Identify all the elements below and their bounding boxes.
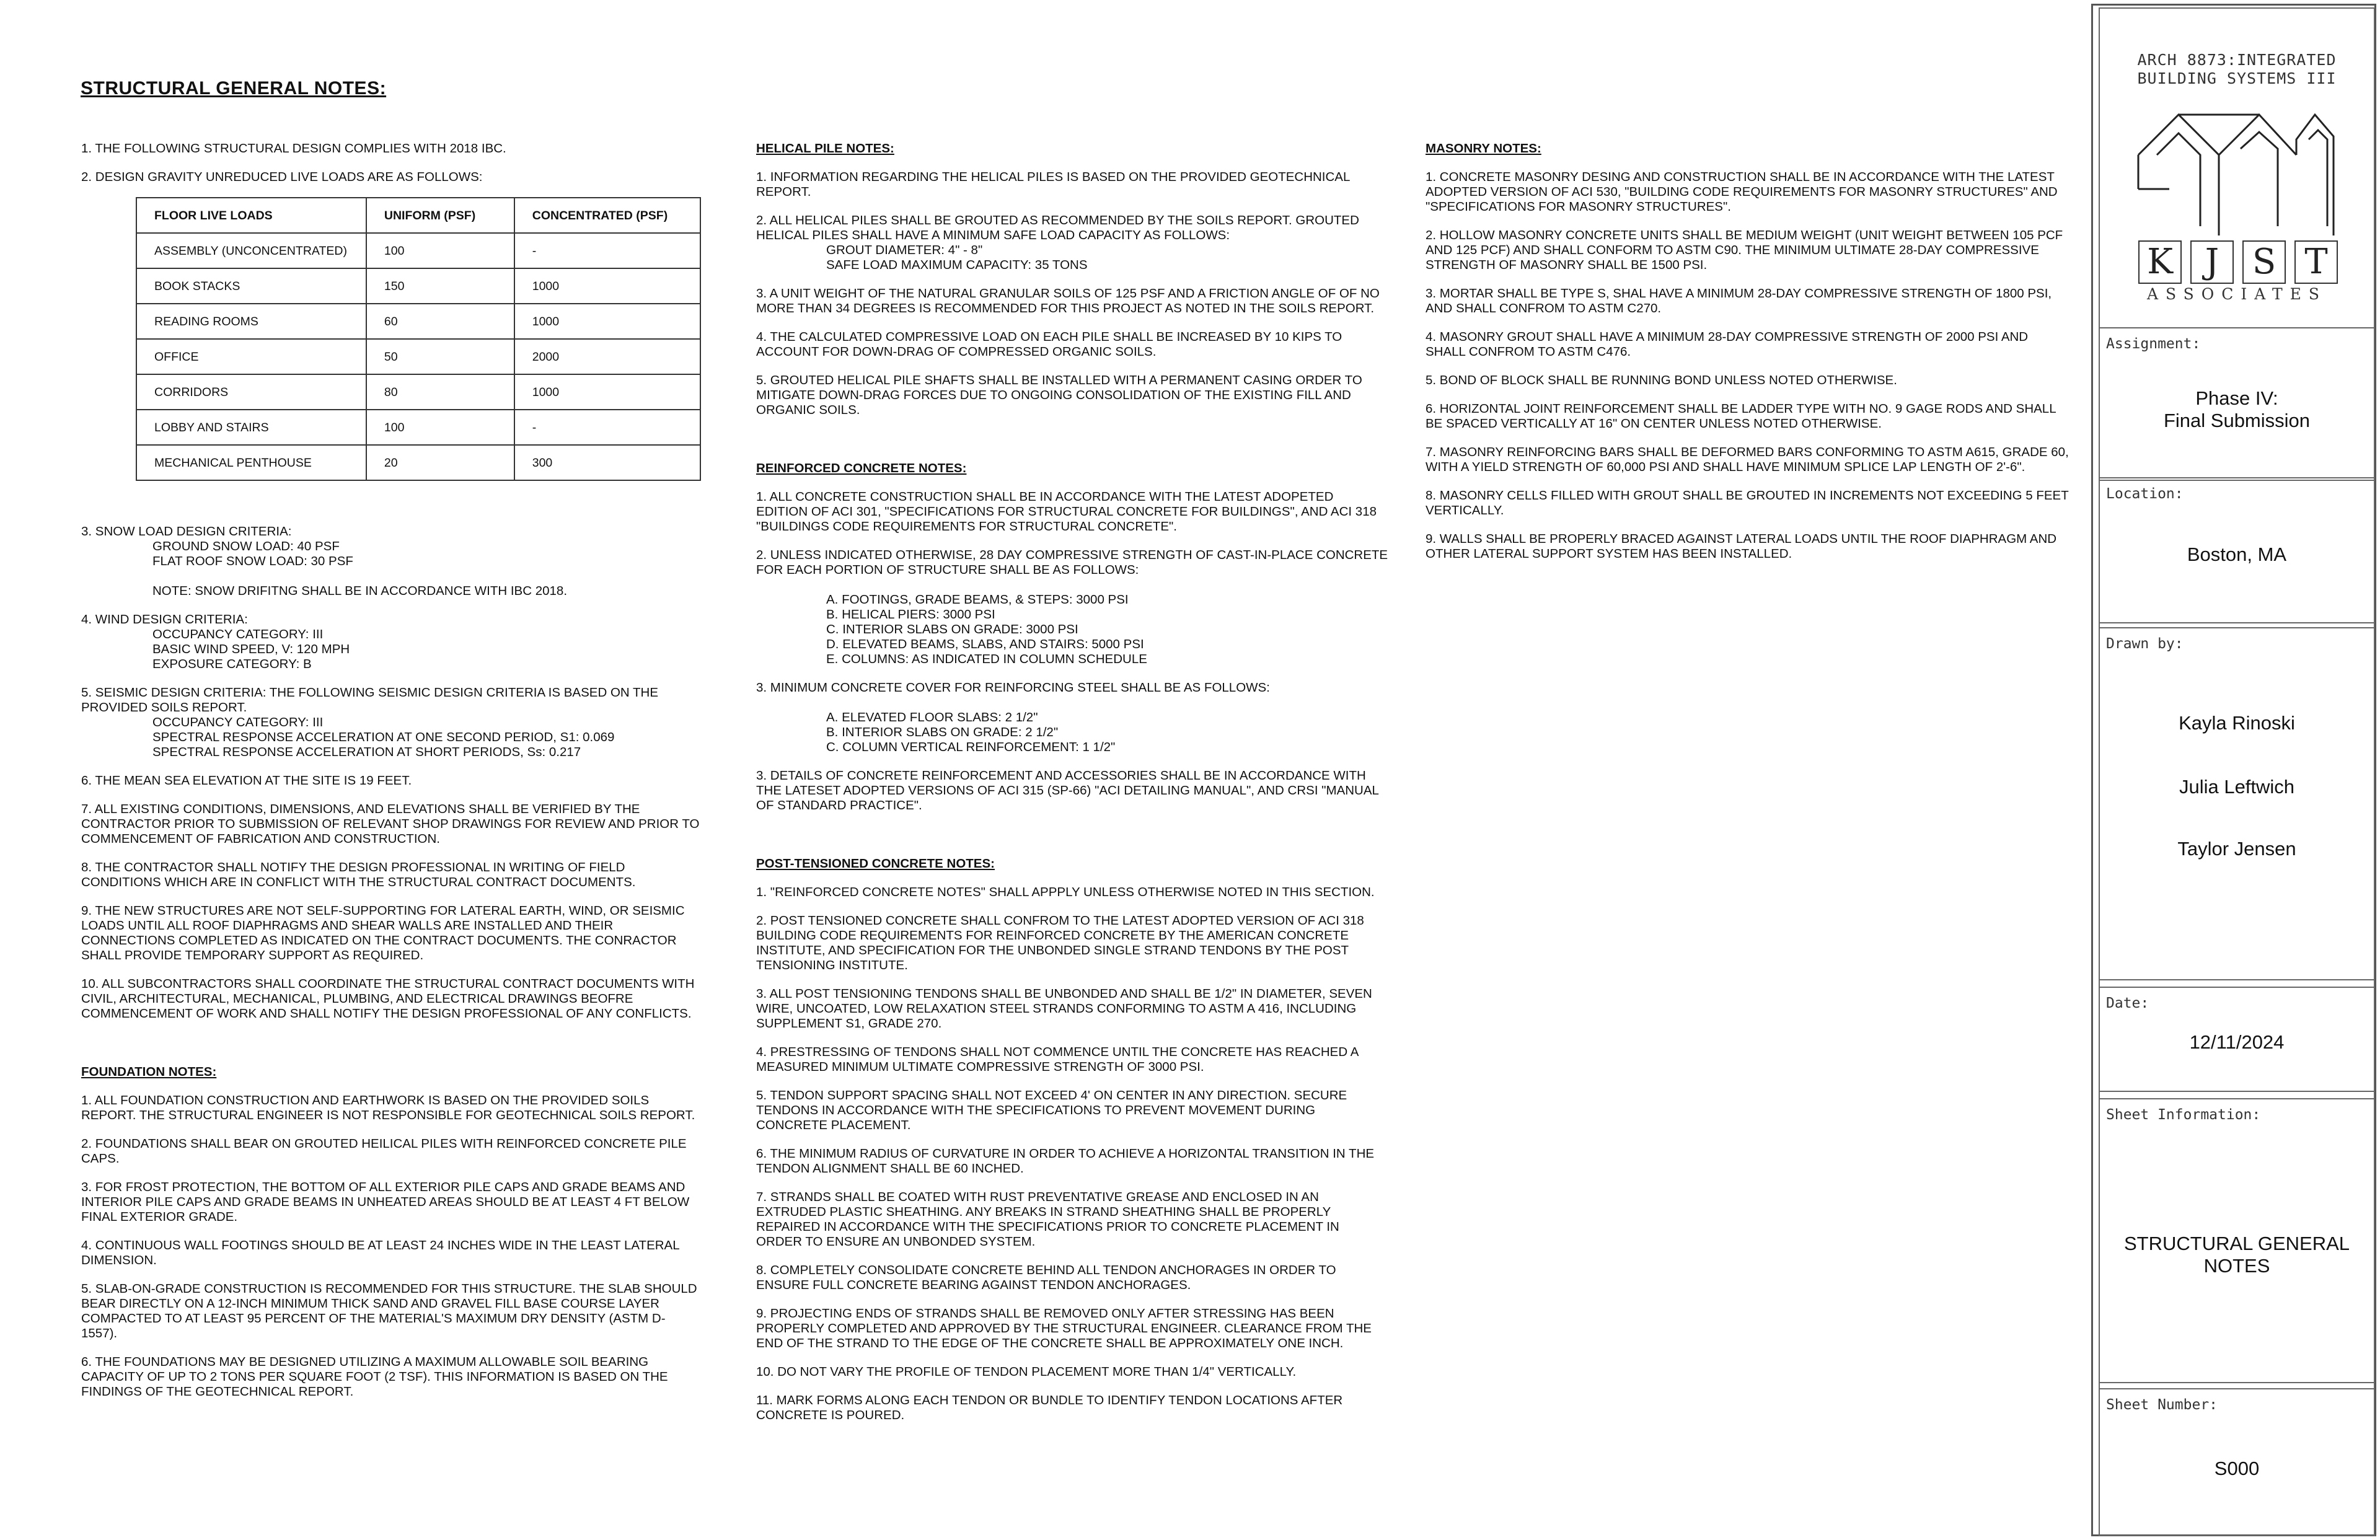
note-text: 2. ALL HELICAL PILES SHALL BE GROUTED AS RECOMMENDED BY THE SOILS REPORT. GROUTED HELICAL PILES SHALL HAVE A MINIMUM SAFE LOAD CAPACITY AS FOLLOWS: <box>756 213 1359 242</box>
pt-note: 11. MARK FORMS ALONG EACH TENDON OR BUNDLE TO IDENTIFY TENDON LOCATIONS AFTER CONCRETE IS POURED. <box>756 1393 1343 1422</box>
note-text: GROUT DIAMETER: 4" - 8" <box>826 243 983 257</box>
sheet-number-label: Sheet Number: <box>2106 1397 2218 1413</box>
table-cell: READING ROOMS <box>136 304 366 339</box>
assignment-cell <box>2099 327 2375 481</box>
live-loads-table <box>136 197 701 481</box>
helical-note-4: 4. THE CALCULATED COMPRESSIVE LOAD ON EACH PILE SHALL BE INCREASED BY 10 KIPS TO ACCOUNT FOR DOWN-DRAG OF COMPRESSED ORGANIC SOILS. <box>756 330 1342 359</box>
list-item: A. ELEVATED FLOOR SLABS: 2 1/2" <box>826 710 1038 724</box>
list-item: D. ELEVATED BEAMS, SLABS, AND STAIRS: 5000 PSI <box>826 637 1144 651</box>
pt-note: 9. PROJECTING ENDS OF STRANDS SHALL BE REMOVED ONLY AFTER STRESSING HAS BEEN PROPERLY COMPLETED AND APPROVED BY THE STRUCTURAL ENGINEER. CLEARANCE FROM THE END OF THE STRAND TO THE EDGE OF THE CONCRETE SHALL BE APPROXIMATELY ONE INCH. <box>756 1306 1372 1350</box>
note-text: GROUND SNOW LOAD: 40 PSF <box>152 539 340 553</box>
wind-design-note <box>81 612 701 672</box>
table-row <box>136 268 700 304</box>
table-cell: MECHANICAL PENTHOUSE <box>136 445 366 480</box>
drawn-by-name: Kayla Rinoski <box>2179 712 2295 734</box>
note-text: BASIC WIND SPEED, V: 120 MPH <box>152 642 350 656</box>
masonry-note: 4. MASONRY GROUT SHALL HAVE A MINIMUM 28-DAY COMPRESSIVE STRENGTH OF 2000 PSI AND SHALL CONFROM TO ASTM C476. <box>1426 330 2029 359</box>
masonry-note: 2. HOLLOW MASONRY CONCRETE UNITS SHALL BE MEDIUM WEIGHT (UNIT WEIGHT BETWEEN 105 PCF AND 125 PCF) AND SHALL CONFORM TO ASTM C90. THE MINIMUM ULTIMATE 28-DAY COMPRESSIVE STRENGTH OF MASONRY SHALL BE 1500 PSI. <box>1426 228 2063 272</box>
pt-note: 3. ALL POST TENSIONING TENDONS SHALL BE UNBONDED AND SHALL BE 1/2" IN DIAMETER, SEVEN WIRE, UNCOATED, LOW RELAXATION STEEL STRANDS CONFORMING TO ASTM A 416, INCLUDING SUPPLEMENT S1, GRADE 270. <box>756 987 1372 1031</box>
pt-note: 10. DO NOT VARY THE PROFILE OF TENDON PLACEMENT MORE THAN 1/4" VERTICALLY. <box>756 1365 1297 1379</box>
list-item: B. HELICAL PIERS: 3000 PSI <box>826 607 995 622</box>
masonry-notes-column <box>1426 141 2070 575</box>
table-header: CONCENTRATED (PSF) <box>514 198 700 233</box>
table-header: UNIFORM (PSF) <box>366 198 514 233</box>
table-row <box>136 304 700 339</box>
table-row <box>136 339 700 374</box>
table-header: FLOOR LIVE LOADS <box>136 198 366 233</box>
location-cell <box>2099 477 2375 623</box>
date-value: 12/11/2024 <box>2189 1031 2285 1053</box>
note-text: EXPOSURE CATEGORY: B <box>152 657 312 671</box>
masonry-note: 8. MASONRY CELLS FILLED WITH GROUT SHALL BE GROUTED IN INCREMENTS NOT EXCEEDING 5 FEET VERTICALLY. <box>1426 488 2069 517</box>
note-text: SPECTRAL RESPONSE ACCELERATION AT SHORT PERIODS, Ss: 0.217 <box>152 745 581 759</box>
table-cell: 1000 <box>514 304 700 339</box>
pt-note: 8. COMPLETELY CONSOLIDATE CONCRETE BEHIND ALL TENDON ANCHORAGES IN ORDER TO ENSURE FULL CONCRETE BEARING AGAINST TENDON ANCHORAGES. <box>756 1263 1336 1292</box>
general-note-2: 2. DESIGN GRAVITY UNREDUCED LIVE LOADS ARE AS FOLLOWS: <box>81 170 483 184</box>
masonry-note: 7. MASONRY REINFORCING BARS SHALL BE DEFORMED BARS CONFORMING TO ASTM A615, GRADE 60, WITH A YIELD STRENGTH OF 60,000 PSI AND SHALL HAVE MINIMUM SPLICE LAP LENGTH OF 2'-6". <box>1426 445 2069 474</box>
table-cell: - <box>514 233 700 268</box>
sheet-information-value <box>2099 1233 2375 1277</box>
course-line: BUILDING SYSTEMS III <box>2137 69 2337 87</box>
foundation-note: 6. THE FOUNDATIONS MAY BE DESIGNED UTILIZING A MAXIMUM ALLOWABLE SOIL BEARING CAPACITY OF UP TO 2 TONS PER SQUARE FOOT (2 TSF). THIS INFORMATION IS BASED ON THE FINDINGS OF THE GEOTECHNICAL REPORT. <box>81 1355 668 1399</box>
foundation-note: 1. ALL FOUNDATION CONSTRUCTION AND EARTHWORK IS BASED ON THE PROVIDED SOILS REPORT. THE STRUCTURAL ENGINEER IS NOT RESPONSIBLE FOR GEOTECHNICAL SOILS REPORT. <box>81 1093 695 1122</box>
table-cell: BOOK STACKS <box>136 268 366 304</box>
assignment-value <box>2099 387 2375 432</box>
table-cell: 1000 <box>514 374 700 410</box>
table-cell: LOBBY AND STAIRS <box>136 410 366 445</box>
list-item: C. COLUMN VERTICAL REINFORCEMENT: 1 1/2" <box>826 740 1116 754</box>
list-item: E. COLUMNS: AS INDICATED IN COLUMN SCHEDULE <box>826 652 1147 666</box>
note-text: OCCUPANCY CATEGORY: III <box>152 627 324 641</box>
logo-letter: J <box>2190 240 2234 284</box>
sheet-number-cell <box>2099 1388 2375 1536</box>
note-text: FLAT ROOF SNOW LOAD: 30 PSF <box>152 554 353 568</box>
general-note-8: 8. THE CONTRACTOR SHALL NOTIFY THE DESIGN PROFESSIONAL IN WRITING OF FIELD CONDITIONS WHICH ARE IN CONFLICT WITH THE STRUCTURAL CONTRACT DOCUMENTS. <box>81 860 636 889</box>
pt-note: 2. POST TENSIONED CONCRETE SHALL CONFROM TO THE LATEST ADOPTED VERSION OF ACI 318 BUILDING CODE REQUIREMENTS FOR REINFORCED CONCRETE BY THE AMERICAN CONCRETE INSTITUTE, AND SPECIFICATION FOR THE UNBONDED SINGLE STRAND TENDONS BY THE POST TENSIONING INSTITUTE. <box>756 913 1364 972</box>
masonry-notes-heading: MASONRY NOTES: <box>1426 141 1541 156</box>
table-cell: 2000 <box>514 339 700 374</box>
general-notes-column <box>81 141 701 1413</box>
pt-note: 4. PRESTRESSING OF TENDONS SHALL NOT COMMENCE UNTIL THE CONCRETE HAS REACHED A MEASURED MINIMUM ULTIMATE COMPRESSIVE STRENGTH OF 3000 PSI. <box>756 1045 1359 1074</box>
table-row <box>136 445 700 480</box>
masonry-note: 5. BOND OF BLOCK SHALL BE RUNNING BOND UNLESS NOTED OTHERWISE. <box>1426 373 1897 387</box>
concrete-notes-column <box>756 141 1388 1437</box>
masonry-note: 9. WALLS SHALL BE PROPERLY BRACED AGAINST LATERAL LOADS UNTIL THE ROOF DIAPHRAGM AND OTHER LATERAL SUPPORT SYSTEM HAS BEEN INSTALLED. <box>1426 532 2057 561</box>
helical-note-1: 1. INFORMATION REGARDING THE HELICAL PILES IS BASED ON THE PROVIDED GEOTECHNICAL REPORT. <box>756 170 1350 199</box>
reinforced-concrete-notes-heading: REINFORCED CONCRETE NOTES: <box>756 461 967 475</box>
course-line: ARCH 8873:INTEGRATED <box>2137 51 2337 69</box>
table-cell: - <box>514 410 700 445</box>
post-tensioned-notes-heading: POST-TENSIONED CONCRETE NOTES: <box>756 856 995 871</box>
logo-letter: K <box>2138 240 2182 284</box>
logo-subtitle: ASSOCIATES <box>2146 285 2327 303</box>
date-label: Date: <box>2106 995 2149 1011</box>
table-cell: 100 <box>366 233 514 268</box>
sheet-information-line: NOTES <box>2203 1255 2270 1277</box>
table-cell: 100 <box>366 410 514 445</box>
general-note-1: 1. THE FOLLOWING STRUCTURAL DESIGN COMPLIES WITH 2018 IBC. <box>81 141 506 156</box>
houses-logo-icon <box>2132 102 2337 239</box>
foundation-note: 4. CONTINUOUS WALL FOOTINGS SHOULD BE AT LEAST 24 INCHES WIDE IN THE LEAST LATERAL DIMENSION. <box>81 1238 679 1267</box>
assignment-line: Final Submission <box>2163 410 2311 431</box>
table-cell: 150 <box>366 268 514 304</box>
table-cell: 300 <box>514 445 700 480</box>
table-row <box>136 233 700 268</box>
assignment-label: Assignment: <box>2106 336 2201 352</box>
table-cell: 80 <box>366 374 514 410</box>
table-cell: 50 <box>366 339 514 374</box>
table-cell: 60 <box>366 304 514 339</box>
reinforced-note-3b: 3. DETAILS OF CONCRETE REINFORCEMENT AND ACCESSORIES SHALL BE IN ACCORDANCE WITH THE LATESET ADOPTED VERSIONS OF ACI 315 (SP-66) "ACI DETAILING MANUAL", AND CRSI "MANUAL OF STANDARD PRACTICE". <box>756 768 1379 812</box>
pt-note: 5. TENDON SUPPORT SPACING SHALL NOT EXCEED 4' ON CENTER IN ANY DIRECTION. SECURE TENDONS IN ACCORDANCE WITH THE SPECIFICATIONS TO PREVENT MOVEMENT DURING CONCRETE PLACEMENT. <box>756 1088 1347 1132</box>
helical-note-5: 5. GROUTED HELICAL PILE SHAFTS SHALL BE INSTALLED WITH A PERMANENT CASING ORDER TO MITIGATE DOWN-DRAG FORCES DUE TO ONGOING CONSOLIDATION OF THE EXISTING FILL AND ORGANIC SOILS. <box>756 373 1362 417</box>
sheet-number-value: S000 <box>2214 1458 2260 1479</box>
list-item: B. INTERIOR SLABS ON GRADE: 2 1/2" <box>826 725 1059 739</box>
note-text: OCCUPANCY CATEGORY: III <box>152 715 324 729</box>
list-item: A. FOOTINGS, GRADE BEAMS, & STEPS: 3000 PSI <box>826 592 1129 607</box>
foundation-note: 5. SLAB-ON-GRADE CONSTRUCTION IS RECOMMENDED FOR THIS STRUCTURE. THE SLAB SHOULD BEAR DIRECTLY ON A 12-INCH MINIMUM THICK SAND AND GRAVEL FILL BASE COURSE LAYER COMPACTED TO AT LEAST 95 PERCENT OF THE MATERIAL'S MAXIMUM DRY DENSITY (ASTM D-1557). <box>81 1282 697 1340</box>
helical-note-2 <box>756 213 1388 273</box>
assignment-line: Phase IV: <box>2195 387 2278 409</box>
note-text: SPECTRAL RESPONSE ACCELERATION AT ONE SECOND PERIOD, S1: 0.069 <box>152 730 615 744</box>
table-row <box>136 374 700 410</box>
foundation-notes-heading: FOUNDATION NOTES: <box>81 1065 217 1079</box>
pt-note: 7. STRANDS SHALL BE COATED WITH RUST PREVENTATIVE GREASE AND ENCLOSED IN AN EXTRUDED PLASTIC SHEATHING. ANY BREAKS IN STRAND SHEATHING SHALL BE PROPERLY REPAIRED IN ACCORDANCE WITH THE SPECIFICATIONS PRIOR TO CONCRETE PLACEMENT IN ORDER TO ENSURE AN UNBONDED SYSTEM. <box>756 1190 1339 1249</box>
table-cell: CORRIDORS <box>136 374 366 410</box>
reinforced-note-2 <box>756 548 1388 667</box>
location-label: Location: <box>2106 486 2184 502</box>
table-cell: ASSEMBLY (UNCONCENTRATED) <box>136 233 366 268</box>
table-cell: OFFICE <box>136 339 366 374</box>
masonry-note: 3. MORTAR SHALL BE TYPE S, SHAL HAVE A MINIMUM 28-DAY COMPRESSIVE STRENGTH OF 1800 PSI, AND SHALL CONFROM TO ASTM C270. <box>1426 286 2052 315</box>
masonry-note: 1. CONCRETE MASONRY DESING AND CONSTRUCTION SHALL BE IN ACCORDANCE WITH THE LATEST ADOPTED VERSION OF ACI 530, "BUILDING CODE REQUIREMENTS FOR MASONRY STRUCTURES" AND "SPECIFICATIONS FOR MASONRY STRUCTURES". <box>1426 170 2058 214</box>
note-text: 3. SNOW LOAD DESIGN CRITERIA: <box>81 524 292 539</box>
date-cell <box>2099 987 2375 1092</box>
drawn-by-label: Drawn by: <box>2106 636 2184 652</box>
pt-note: 1. "REINFORCED CONCRETE NOTES" SHALL APPPLY UNLESS OTHERWISE NOTED IN THIS SECTION. <box>756 885 1375 899</box>
masonry-note: 6. HORIZONTAL JOINT REINFORCEMENT SHALL BE LADDER TYPE WITH NO. 9 GAGE RODS AND SHALL BE SPACED VERTICALLY AT 16" ON CENTER UNLESS NOTED OTHERWISE. <box>1426 402 2056 431</box>
general-note-9: 9. THE NEW STRUCTURES ARE NOT SELF-SUPPORTING FOR LATERAL EARTH, WIND, OR SEISMIC LOADS UNTIL ALL ROOF DIAPHRAGMS AND SHEAR WALLS ARE INSTALLED AND THEIR CONNECTIONS COMPLETED AS INDICATED ON THE CONTRACT DOCUMENTS. THE CONRACTOR SHALL PROVIDE TEMPORARY SUPPORT AS REQUIRED. <box>81 904 685 962</box>
page-title: STRUCTURAL GENERAL NOTES: <box>81 78 387 99</box>
table-cell: 1000 <box>514 268 700 304</box>
sheet-information-cell <box>2099 1098 2375 1383</box>
logo-letter: S <box>2242 240 2286 284</box>
list-item: C. INTERIOR SLABS ON GRADE: 3000 PSI <box>826 622 1078 636</box>
note-text: SAFE LOAD MAXIMUM CAPACITY: 35 TONS <box>826 258 1088 272</box>
drawn-by-name: Julia Leftwich <box>2179 776 2295 798</box>
sheet-information-line: STRUCTURAL GENERAL <box>2123 1233 2350 1254</box>
note-text: 3. MINIMUM CONCRETE COVER FOR REINFORCING STEEL SHALL BE AS FOLLOWS: <box>756 680 1270 695</box>
reinforced-note-1: 1. ALL CONCRETE CONSTRUCTION SHALL BE IN ACCORDANCE WITH THE LATEST ADOPETED EDITION OF ACI 301, "SPECIFICATIONS FOR STRUCTURAL CONCRETE FOR BUILDINGS", AND ACI 318 "BUILDINGS CODE REQUIREMENTS FOR STRUCTURAL CONCRETE". <box>756 490 1377 534</box>
sheet-information-label: Sheet Information: <box>2106 1107 2261 1123</box>
note-text: NOTE: SNOW DRIFITNG SHALL BE IN ACCORDANCE WITH IBC 2018. <box>152 584 568 598</box>
seismic-design-note <box>81 685 701 760</box>
general-note-6: 6. THE MEAN SEA ELEVATION AT THE SITE IS 19 FEET. <box>81 773 412 788</box>
note-text: 4. WIND DESIGN CRITERIA: <box>81 612 248 627</box>
foundation-note: 3. FOR FROST PROTECTION, THE BOTTOM OF ALL EXTERIOR PILE CAPS AND GRADE BEAMS AND INTERIOR PILE CAPS AND GRADE BEAMS IN UNHEATED AREAS SHOULD BE AT LEAST 4 FT BELOW FINAL EXTERIOR GRADE. <box>81 1180 690 1224</box>
table-cell: 20 <box>366 445 514 480</box>
helical-pile-notes-heading: HELICAL PILE NOTES: <box>756 141 894 156</box>
drawn-by-name: Taylor Jensen <box>2177 838 2296 860</box>
foundation-note: 2. FOUNDATIONS SHALL BEAR ON GROUTED HEILICAL PILES WITH REINFORCED CONCRETE PILE CAPS. <box>81 1137 687 1166</box>
table-row <box>136 410 700 445</box>
location-value: Boston, MA <box>2187 543 2287 565</box>
table-header-row <box>136 198 700 233</box>
helical-note-3: 3. A UNIT WEIGHT OF THE NATURAL GRANULAR SOILS OF 125 PSF AND A FRICTION ANGLE OF OF NO MORE THAN 34 DEGREES IS RECOMMENDED FOR THIS PROJECT AS NOTED IN THE SOILS REPORT. <box>756 286 1380 315</box>
logo-letter: T <box>2294 240 2338 284</box>
general-note-10: 10. ALL SUBCONTRACTORS SHALL COORDINATE THE STRUCTURAL CONTRACT DOCUMENTS WITH CIVIL, ARCHITECTURAL, MECHANICAL, PLUMBING, AND ELECTRICAL DRAWINGS BEOFRE COMMENCEMENT OF WORK AND SHALL NOTIFY THE DESIGN PROFESSIONAL OF ANY CONFLICTS. <box>81 977 695 1021</box>
snow-load-note <box>81 524 701 599</box>
note-text: 5. SEISMIC DESIGN CRITERIA: THE FOLLOWING SEISMIC DESIGN CRITERIA IS BASED ON THE PROVIDED SOILS REPORT. <box>81 685 659 715</box>
general-note-7: 7. ALL EXISTING CONDITIONS, DIMENSIONS, AND ELEVATIONS SHALL BE VERIFIED BY THE CONTRACTOR PRIOR TO SUBMISSION OF RELEVANT SHOP DRAWINGS FOR REVIEW AND PRIOR TO COMMENCEMENT OF FABRICATION AND CONSTRUCTION. <box>81 802 700 846</box>
course-title <box>2099 51 2375 88</box>
pt-note: 6. THE MINIMUM RADIUS OF CURVATURE IN ORDER TO ACHIEVE A HORIZONTAL TRANSITION IN THE TENDON ALIGNMENT SHALL BE 60 INCHED. <box>756 1146 1375 1176</box>
logo-letters <box>2138 240 2337 285</box>
note-text: 2. UNLESS INDICATED OTHERWISE, 28 DAY COMPRESSIVE STRENGTH OF CAST-IN-PLACE CONCRETE FOR EACH PORTION OF STRUCTURE SHALL BE AS FOLLOWS: <box>756 548 1388 577</box>
reinforced-note-3 <box>756 680 1388 755</box>
drawn-by-cell <box>2099 627 2375 980</box>
